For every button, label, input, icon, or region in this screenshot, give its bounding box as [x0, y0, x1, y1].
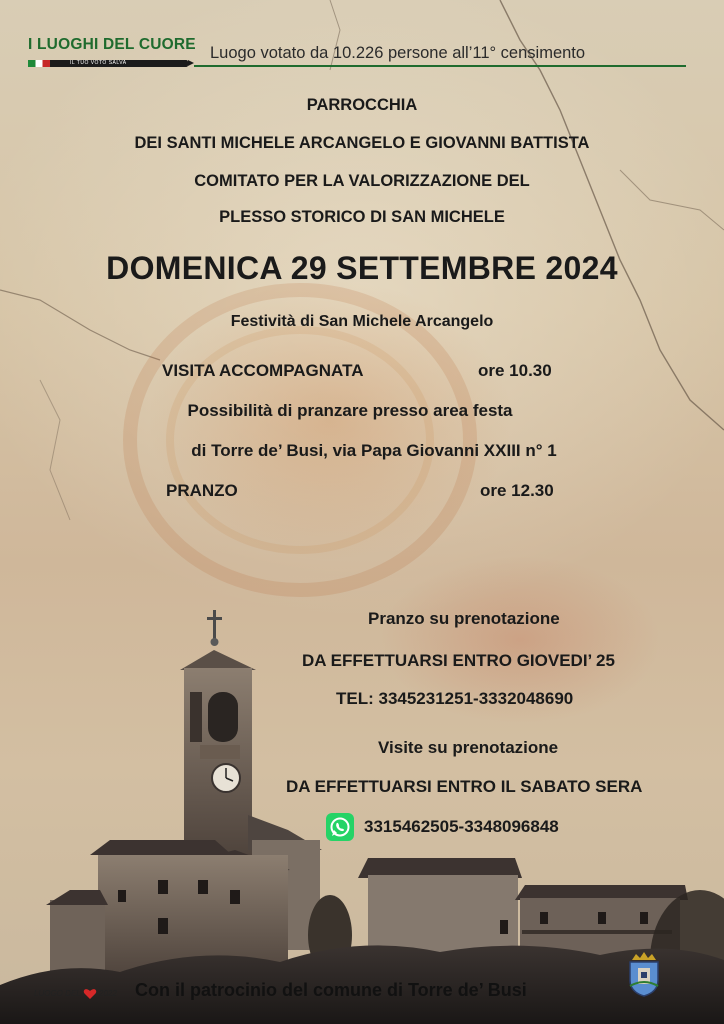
organizer-saints: DEI SANTI MICHELE ARCANGELO E GIOVANNI BATTISTA — [134, 134, 590, 152]
feast-name: Festività di San Michele Arcangelo — [230, 313, 494, 330]
organizer-committee: COMITATO PER LA VALORIZZAZIONE DEL — [194, 172, 530, 190]
header-divider — [194, 65, 686, 67]
luogo-del-cuore-2022-logo — [34, 988, 117, 1000]
logo-tagline: IL TUO VOTO SALVA — [70, 60, 127, 66]
luoghi-del-cuore-logo — [28, 36, 194, 72]
event-date: DOMENICA 29 SETTEMBRE 2024 — [106, 250, 618, 286]
organizer-parish: PARROCCHIA — [306, 96, 418, 114]
lunch-time: ore 12.30 — [480, 481, 554, 500]
lunch-booking-deadline: DA EFFETTUARSI ENTRO GIOVEDI’ 25 — [302, 651, 615, 670]
lunch-booking-title: Pranzo su prenotazione — [368, 609, 560, 628]
organizer-site: PLESSO STORICO DI SAN MICHELE — [219, 208, 505, 226]
luogo-del-year: 2022 — [99, 989, 117, 999]
visit-label: VISITA ACCOMPAGNATA — [162, 361, 364, 380]
whatsapp-icon — [326, 813, 354, 841]
visits-booking-deadline: DA EFFETTUARSI ENTRO IL SABATO SERA — [286, 777, 643, 796]
visit-time: ore 10.30 — [478, 361, 552, 380]
lunch-booking-phone: TEL: 3345231251-3332048690 — [336, 689, 574, 708]
italian-flag-stripe — [28, 60, 50, 67]
lunch-note-1: Possibilità di pranzare presso area festa — [187, 401, 513, 420]
lunch-note-2: di Torre de’ Busi, via Papa Giovanni XXIII n° 1 — [191, 441, 557, 460]
whatsapp-numbers: 3315462505-3348096848 — [364, 817, 559, 836]
census-note: Luogo votato da 10.226 persone all’11° censimento — [210, 44, 586, 62]
luogo-del-text: LUOGO DEL — [34, 989, 81, 999]
visits-booking-title: Visite su prenotazione — [378, 738, 559, 757]
municipal-crest-icon — [626, 948, 662, 998]
lunch-label: PRANZO — [166, 481, 238, 500]
patronage-text: Con il patrocinio del comune di Torre de’ Busi — [135, 980, 527, 1000]
logo-title: I LUOGHI DEL CUORE — [28, 36, 196, 53]
heart-icon — [83, 988, 97, 1000]
